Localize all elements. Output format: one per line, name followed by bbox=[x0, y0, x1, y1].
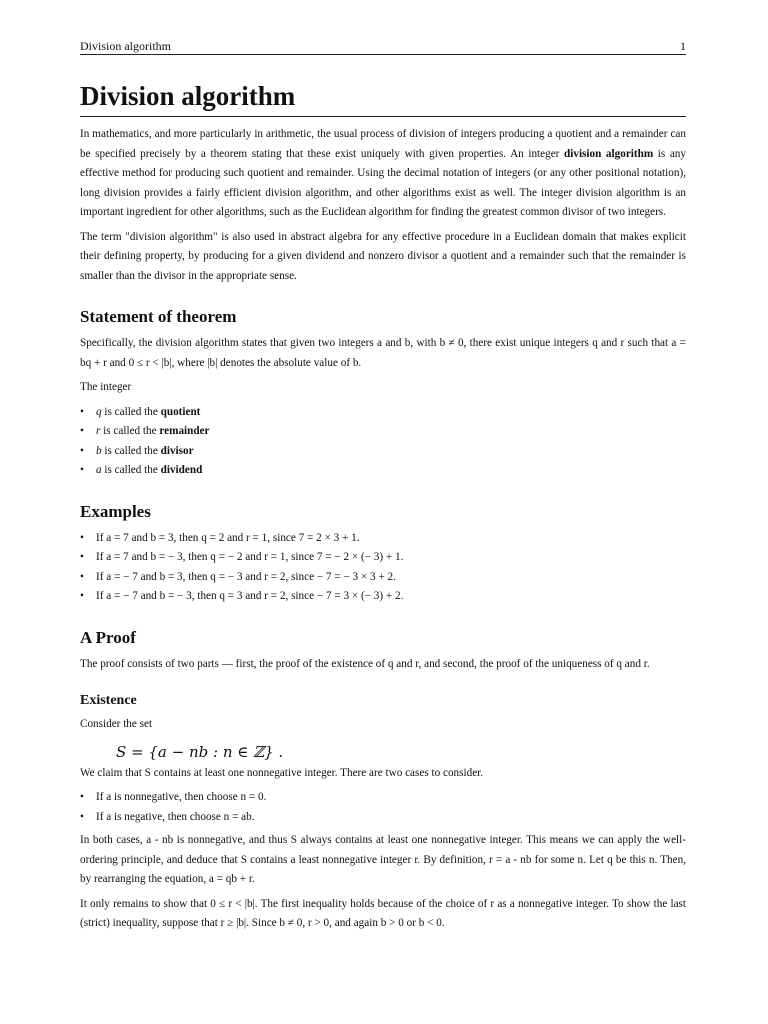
subsection-heading-existence: Existence bbox=[80, 693, 137, 708]
term-name: dividend bbox=[160, 464, 203, 476]
list-item bbox=[80, 403, 686, 423]
intro-paragraph-2: The term "division algorithm" is also used in abstract algebra for any effective procedure in a Euclidean domain that makes explicit their defining property, by producing for a given dividend and nonzero divisor a quotient and a remainder such that the remainder is smaller than the divisor in the appropriate sense. bbox=[80, 230, 686, 282]
intro-text-b: is any effective method for producing such quotient and remainder. Using the decimal notation of integers (or any other positional notation), long division provides a fairly efficient division algorithm, and other algorithms exist as well. The integer division algorithm is an important ingredient for other algorithms, such as the Euclidean algorithm for finding the greatest common divisor of two integers. bbox=[80, 147, 686, 218]
page-number: 1 bbox=[680, 39, 686, 53]
running-title: Division algorithm bbox=[80, 39, 171, 53]
list-item: • If a = − 7 and b = 3, then q = − 3 and r = 2, since − 7 = − 3 × 3 + 2. bbox=[80, 568, 686, 588]
statement-intro-line: The integer bbox=[80, 381, 132, 393]
intro-paragraph-1 bbox=[80, 125, 686, 223]
list-item: • If a is negative, then choose n = ab. bbox=[80, 808, 686, 828]
term-var: q bbox=[96, 405, 102, 418]
list-item: • If a = − 7 and b = − 3, then q = 3 and r = 2, since − 7 = 3 × (− 3) + 2. bbox=[80, 587, 686, 607]
term-var: r bbox=[96, 425, 101, 437]
term-var: a bbox=[96, 464, 102, 476]
statement-paragraph: Specifically, the division algorithm states that given two integers a and b, with b ≠ 0, there exist unique integers q and r such that a = bq + r and 0 ≤ r < |b|, where |b| denotes the absolute value of b. bbox=[80, 337, 686, 369]
term-text: is called the bbox=[100, 425, 160, 437]
intro-text-a: In mathematics, and more particularly in arithmetic, the usual process of division of integers producing a quotient and a remainder can be specified precisely by a theorem stating that these exist uniquely with given properties. An integer bbox=[80, 128, 686, 160]
section-heading-examples: Examples bbox=[80, 501, 151, 521]
proof-paragraph: The proof consists of two parts — first, the proof of the existence of q and r, and second, the proof of the uniqueness of q and r. bbox=[80, 657, 650, 670]
existence-paragraph-1: Consider the set bbox=[80, 718, 153, 730]
terms-list bbox=[80, 403, 686, 481]
term-name: remainder bbox=[159, 425, 210, 437]
list-item bbox=[80, 461, 686, 481]
page-title: Division algorithm bbox=[80, 79, 686, 117]
existence-paragraph-3: In both cases, a - nb is nonnegative, and thus S always contains at least one nonnegative integer. This means we can apply the well-ordering principle, and deduce that S contains a least nonnegative integer r. By definition, r = a - nb for some n. Let q be this n. Then, by rearranging the equation, a = qb + r. bbox=[80, 834, 686, 885]
term-text: is called the bbox=[101, 464, 161, 476]
term-text: is called the bbox=[101, 444, 161, 457]
existence-paragraph-4: It only remains to show that 0 ≤ r < |b|. The first inequality holds because of the choice of r as a nonnegative integer. To show the last (strict) inequality, suppose that r ≥ |b|. Since b ≠ 0, r > 0, and again b > 0 or b < 0. bbox=[80, 897, 686, 929]
term-name: quotient bbox=[160, 405, 201, 418]
list-item bbox=[80, 442, 686, 462]
running-header bbox=[80, 38, 686, 55]
list-item bbox=[80, 422, 686, 442]
intro-bold-term: division algorithm bbox=[564, 147, 654, 160]
cases-list bbox=[80, 788, 686, 827]
term-text: is called the bbox=[101, 405, 161, 418]
examples-list bbox=[80, 529, 686, 607]
term-name: divisor bbox=[160, 444, 194, 457]
set-formula: S = {a − nb : n ∈ ℤ} . bbox=[116, 742, 284, 761]
article-body bbox=[80, 125, 686, 939]
term-var: b bbox=[96, 444, 102, 457]
list-item: • If a is nonnegative, then choose n = 0. bbox=[80, 788, 686, 808]
existence-paragraph-2: We claim that S contains at least one nonnegative integer. There are two cases to consider. bbox=[80, 766, 484, 779]
section-heading-statement: Statement of theorem bbox=[80, 307, 237, 326]
section-heading-proof: A Proof bbox=[80, 627, 136, 647]
list-item: • If a = 7 and b = − 3, then q = − 2 and r = 1, since 7 = − 2 × (− 3) + 1. bbox=[80, 548, 686, 568]
list-item: • If a = 7 and b = 3, then q = 2 and r = 1, since 7 = 2 × 3 + 1. bbox=[80, 529, 686, 549]
